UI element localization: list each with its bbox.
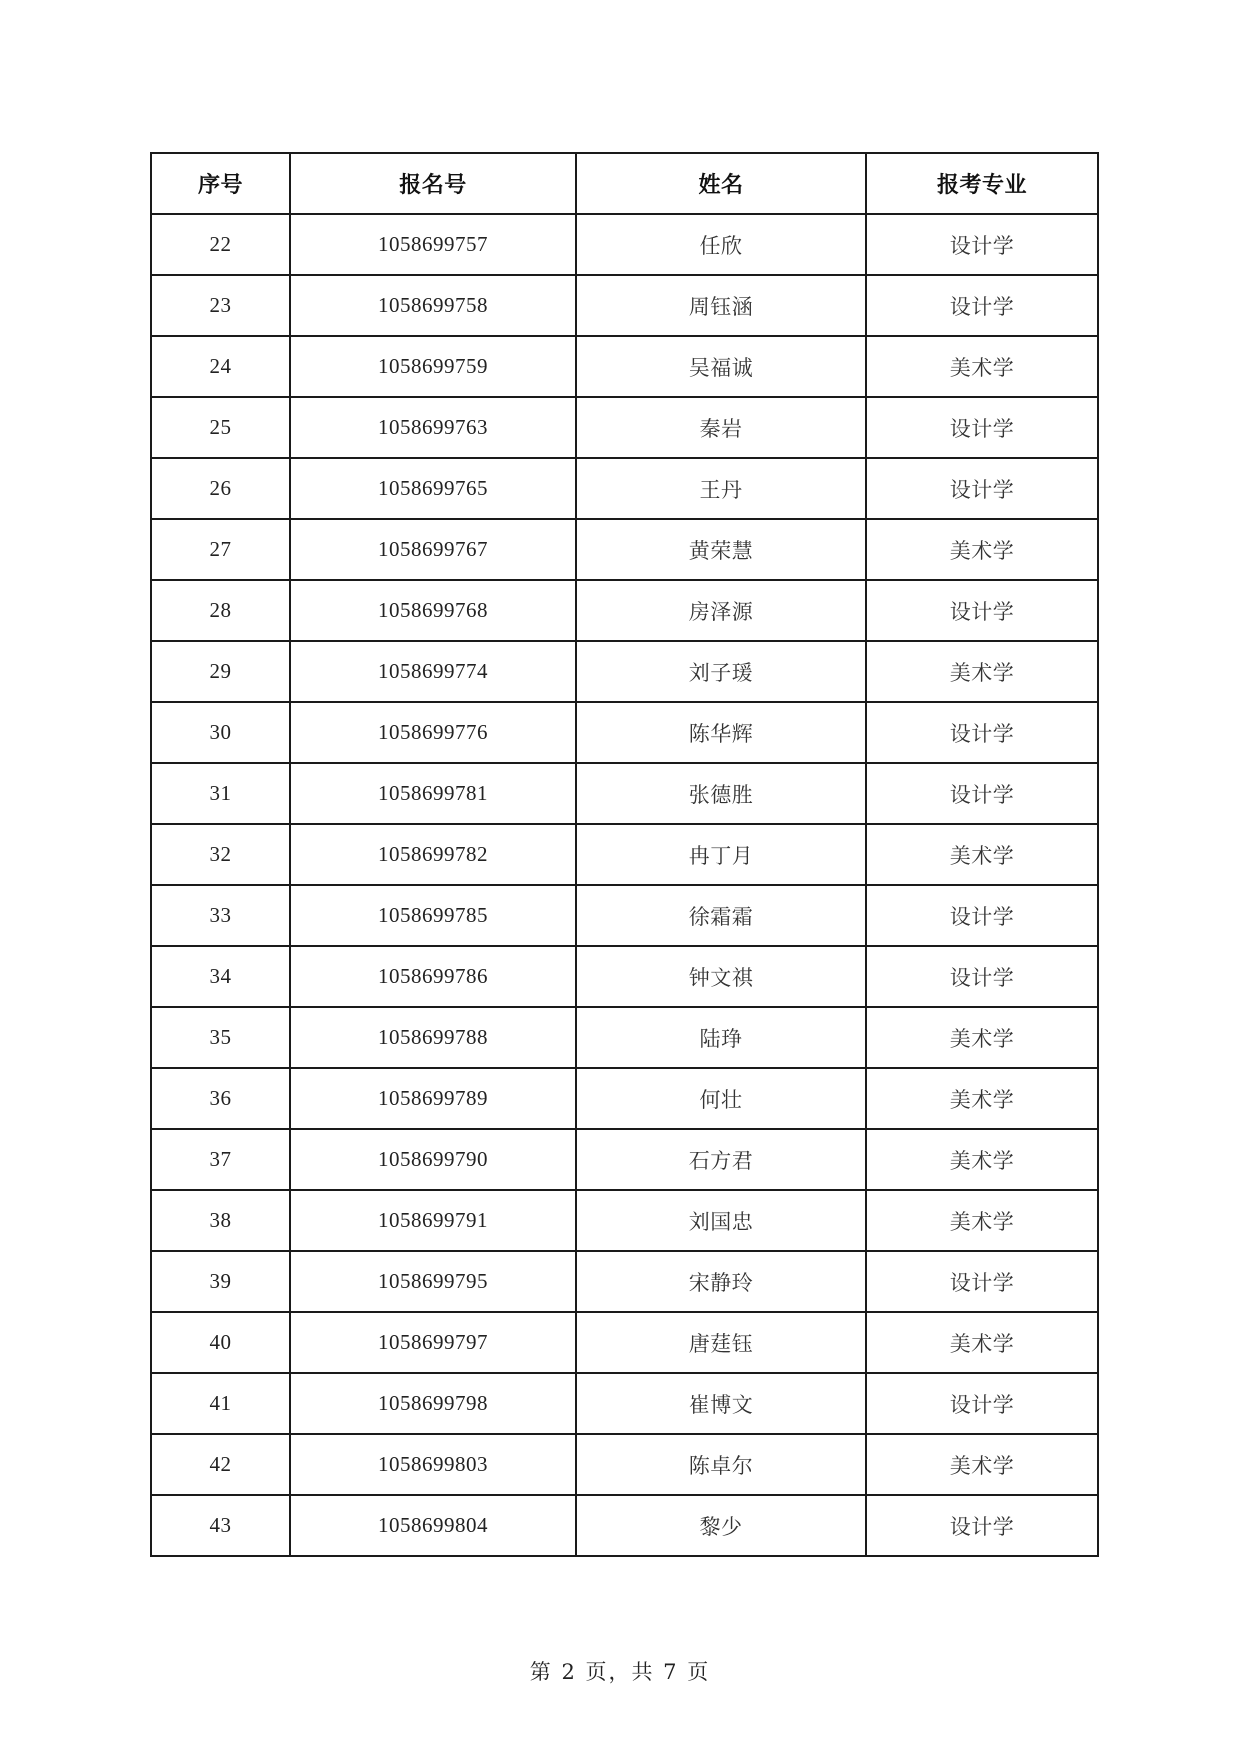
cell-index: 33 [151,885,290,946]
cell-major: 美术学 [866,641,1098,702]
cell-name: 徐霜霜 [576,885,866,946]
cell-index: 22 [151,214,290,275]
cell-major: 美术学 [866,1129,1098,1190]
cell-reg-no: 1058699795 [290,1251,576,1312]
cell-reg-no: 1058699763 [290,397,576,458]
cell-name: 任欣 [576,214,866,275]
table-row [151,275,1098,336]
cell-index: 43 [151,1495,290,1556]
cell-index: 41 [151,1373,290,1434]
cell-index: 38 [151,1190,290,1251]
cell-index: 34 [151,946,290,1007]
cell-major: 设计学 [866,214,1098,275]
cell-major: 美术学 [866,1190,1098,1251]
table-body [151,214,1098,1556]
cell-reg-no: 1058699798 [290,1373,576,1434]
table-row [151,519,1098,580]
cell-index: 42 [151,1434,290,1495]
cell-name: 唐莛钰 [576,1312,866,1373]
cell-major: 美术学 [866,336,1098,397]
cell-reg-no: 1058699757 [290,214,576,275]
table-row [151,1251,1098,1312]
cell-name: 周钰涵 [576,275,866,336]
cell-index: 29 [151,641,290,702]
cell-reg-no: 1058699759 [290,336,576,397]
cell-index: 30 [151,702,290,763]
cell-index: 23 [151,275,290,336]
table-row [151,702,1098,763]
cell-index: 35 [151,1007,290,1068]
cell-reg-no: 1058699781 [290,763,576,824]
table-row [151,580,1098,641]
cell-major: 设计学 [866,275,1098,336]
cell-major: 美术学 [866,519,1098,580]
cell-name: 吴福诚 [576,336,866,397]
cell-index: 31 [151,763,290,824]
header-reg-no: 报名号 [290,153,576,214]
table-row [151,1068,1098,1129]
table-row [151,214,1098,275]
cell-name: 张德胜 [576,763,866,824]
header-name: 姓名 [576,153,866,214]
cell-name: 何壮 [576,1068,866,1129]
cell-reg-no: 1058699782 [290,824,576,885]
cell-major: 设计学 [866,1373,1098,1434]
cell-index: 36 [151,1068,290,1129]
table-row [151,885,1098,946]
cell-name: 宋静玲 [576,1251,866,1312]
table-row [151,458,1098,519]
cell-index: 24 [151,336,290,397]
header-row [151,153,1098,214]
cell-reg-no: 1058699786 [290,946,576,1007]
cell-major: 美术学 [866,824,1098,885]
cell-major: 设计学 [866,763,1098,824]
table-row [151,1434,1098,1495]
cell-reg-no: 1058699768 [290,580,576,641]
cell-name: 秦岩 [576,397,866,458]
cell-major: 美术学 [866,1434,1098,1495]
cell-name: 陈卓尔 [576,1434,866,1495]
table-row [151,336,1098,397]
page-number: 第 2 页，共 7 页 [529,1660,711,1684]
cell-major: 设计学 [866,580,1098,641]
cell-name: 石方君 [576,1129,866,1190]
cell-reg-no: 1058699767 [290,519,576,580]
cell-major: 设计学 [866,458,1098,519]
table-row [151,1312,1098,1373]
cell-reg-no: 1058699758 [290,275,576,336]
cell-index: 39 [151,1251,290,1312]
cell-index: 37 [151,1129,290,1190]
table-row [151,1495,1098,1556]
cell-major: 设计学 [866,946,1098,1007]
table-row [151,824,1098,885]
cell-name: 黎少 [576,1495,866,1556]
cell-major: 设计学 [866,1251,1098,1312]
cell-name: 陆琤 [576,1007,866,1068]
cell-major: 美术学 [866,1007,1098,1068]
cell-name: 冉丁月 [576,824,866,885]
table-row [151,397,1098,458]
cell-name: 房泽源 [576,580,866,641]
cell-name: 黄荣慧 [576,519,866,580]
cell-reg-no: 1058699776 [290,702,576,763]
cell-reg-no: 1058699788 [290,1007,576,1068]
cell-name: 王丹 [576,458,866,519]
cell-reg-no: 1058699789 [290,1068,576,1129]
cell-major: 设计学 [866,702,1098,763]
cell-index: 40 [151,1312,290,1373]
cell-major: 美术学 [866,1312,1098,1373]
cell-reg-no: 1058699790 [290,1129,576,1190]
cell-major: 设计学 [866,1495,1098,1556]
cell-reg-no: 1058699791 [290,1190,576,1251]
table-row [151,763,1098,824]
table-row [151,1190,1098,1251]
header-major: 报考专业 [866,153,1098,214]
cell-major: 设计学 [866,397,1098,458]
cell-major: 美术学 [866,1068,1098,1129]
table-row [151,1007,1098,1068]
cell-reg-no: 1058699774 [290,641,576,702]
cell-name: 陈华辉 [576,702,866,763]
cell-reg-no: 1058699803 [290,1434,576,1495]
cell-index: 28 [151,580,290,641]
cell-reg-no: 1058699785 [290,885,576,946]
table-row [151,946,1098,1007]
cell-index: 25 [151,397,290,458]
cell-name: 崔博文 [576,1373,866,1434]
cell-name: 钟文祺 [576,946,866,1007]
candidate-table [150,152,1099,1557]
header-index: 序号 [151,153,290,214]
cell-index: 32 [151,824,290,885]
table-header [151,153,1098,214]
cell-reg-no: 1058699804 [290,1495,576,1556]
cell-major: 设计学 [866,885,1098,946]
table-row [151,1129,1098,1190]
cell-index: 27 [151,519,290,580]
table-row [151,1373,1098,1434]
cell-index: 26 [151,458,290,519]
cell-reg-no: 1058699797 [290,1312,576,1373]
cell-reg-no: 1058699765 [290,458,576,519]
table-row [151,641,1098,702]
cell-name: 刘国忠 [576,1190,866,1251]
cell-name: 刘子瑗 [576,641,866,702]
